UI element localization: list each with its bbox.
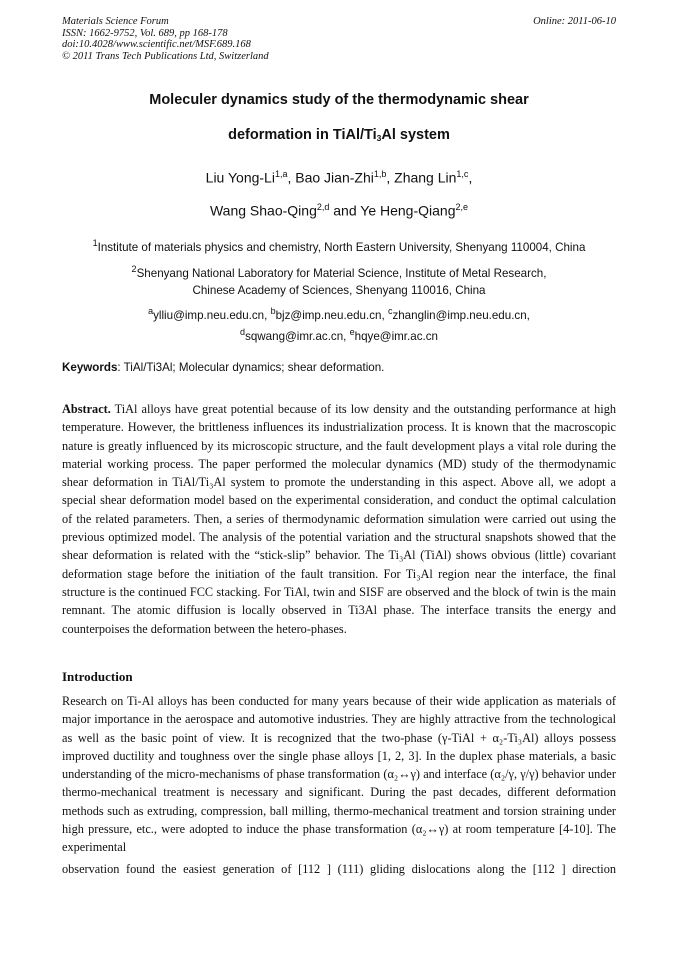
author-name: Zhang Lin — [394, 169, 457, 186]
author-sup: 1,b — [373, 169, 387, 179]
email: hqye@imr.ac.cn — [354, 330, 438, 344]
author-name: Liu Yong-Li — [205, 169, 275, 186]
author-name: Bao Jian-Zhi — [295, 169, 374, 186]
authors-line2: Wang Shao-Qing$^{2,d}$ and Ye Heng-Qiang$^{2,e}$ — [209, 202, 468, 219]
affiliation-1: $^1$Institute of materials physics and chemistry, North Eastern University, Shenyang 110004, China — [92, 238, 586, 254]
abstract-label: Abstract. — [62, 402, 111, 416]
paper-title-line2: deformation in TiAl/$Ti_3Al$ system — [228, 127, 450, 143]
author-name: Ye Heng-Qiang — [360, 202, 456, 219]
keywords-label: Keywords — [62, 361, 118, 374]
online-date: Online: 2011-06-10 — [533, 16, 616, 27]
author-sup: 2,e — [455, 202, 468, 212]
keywords — [62, 361, 384, 374]
authors-line1: Liu Yong-Li$^{1,a}$, Bao Jian-Zhi$^{1,b}$, Zhang Lin$^{1,c}$, — [205, 169, 473, 186]
email: bjz@imp.neu.edu.cn, — [275, 308, 385, 322]
journal-header — [62, 16, 616, 62]
email: zhanglin@imp.neu.edu.cn, — [392, 308, 530, 322]
paper-title-line1: Moleculer dynamics study of the thermodynamic shear — [149, 92, 529, 108]
affiliation-2: $^2$Shenyang National Laboratory for Material Science, Institute of Metal Research, Chinese Academy of Sciences, Shenyang 110016, China — [131, 264, 547, 298]
email: sqwang@imr.ac.cn, — [245, 330, 347, 344]
author-name: Wang Shao-Qing — [209, 202, 317, 219]
abstract — [62, 400, 616, 638]
author-sup: 2,d — [316, 202, 330, 212]
doi: doi:10.4028/www.scientific.net/MSF.689.168 — [62, 39, 251, 51]
journal-name: Materials Science Forum — [62, 16, 169, 27]
copyright: © 2011 Trans Tech Publications Ltd, Switzerland — [62, 50, 269, 62]
introduction-text: Research on Ti-Al alloys has been conducted for many years because of their wide application as materials of major importance in the aerospace and automotive industries. They are highly attractive from the technological as well as the basic point of view. It is recognized that the two-phase (γ-TiAl + α₂-Ti₃Al) alloys possess improved ductility and toughness over the single phase alloys [1, 2, 3]. In the duplex phase materials, a basic understanding of the micro-mechanisms of phase transformation (α₂↔γ) and interface (α₂/γ, γ/γ) behavior under thermo-mechanical treatment is necessary and significant. During the past decades, different deformation methods such as extruding, compression, ball milling, thermo-mechanical treatment and torsion straining under high pressure, etc., were adopted to induce the phase transformation (α₂↔γ) at room temperature [4-10]. The experimental — [62, 694, 616, 855]
issn: ISSN: 1662-9752, Vol. 689, pp 168-178 — [62, 27, 228, 39]
email-list: $^a$ylliu@imp.neu.edu.cn, $^b$bjz@imp.neu.edu.cn, $^c$zhanglin@imp.neu.edu.cn, $^d$sqwang@imr.ac.cn, $^e$hqye@imr.ac.cn — [148, 306, 530, 344]
introduction-last-line: observation found the easiest generation of [112 ] (111) gliding dislocations along the [112 ] direction — [62, 862, 616, 876]
email: ylliu@imp.neu.edu.cn, — [153, 308, 268, 322]
author-sup: 1,c — [456, 169, 469, 179]
keywords-text: : TiAl/Ti3Al; Molecular dynamics; shear deformation. — [117, 361, 385, 374]
abstract-text: TiAl alloys have great potential because of its low density and the outstanding performance at high temperature. However, the brittleness influences its industrialization process. It is known that the macroscopic nature is greatly influenced by its microscopic structure, and the fault development plays a vital role during the material working process. The paper performed the molecular dynamics (MD) study of the thermodynamic shear deformation in TiAl/Ti₃Al system to promote the understanding in this aspect. Above all, we adopt a special shear deformation model based on the experimental consideration, and conduct the optimal calculation of the related parameters. Then, a series of thermodynamic deformation simulation were carried out using the previous optimized model. The analysis of the potential variation and the structural snapshots showed that the shear deformation is related with the “stick-slip” behavior. The Ti₃Al (TiAl) shows obvious (little) covariant deformation stage before the initiation of the fault transition. For Ti₃Al region near the interface, the final structure is the continued FCC stacking. For TiAl, twin and SISF are observed and the block of twin is the main remnant. The atomic diffusion is locally observed in Ti3Al phase. The interface transits the energy and counterpoises the deformation between the hetero-phases. — [62, 402, 616, 636]
section-heading-introduction: Introduction — [62, 669, 133, 684]
author-sup: 1,a — [274, 169, 288, 179]
